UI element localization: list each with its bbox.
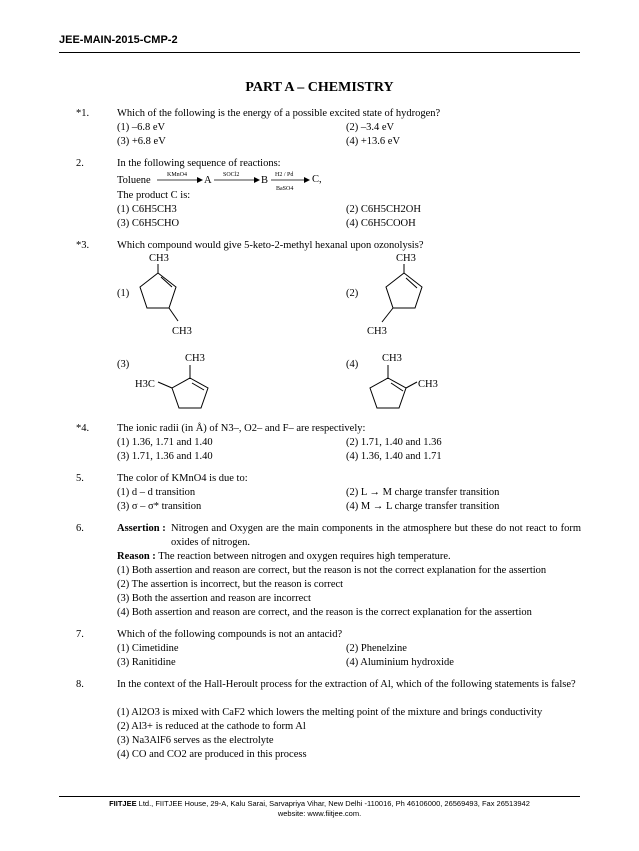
footer-brand: FIITJEE	[109, 799, 137, 808]
reagent-h2-pd: H2 / Pd	[275, 172, 294, 178]
question-text: Which of the following is the energy of a possible excited state of hydrogen?	[117, 108, 441, 119]
ch3-label: CH3	[172, 326, 192, 337]
option-4-label: (4)	[346, 359, 359, 370]
h3c-label: H3C	[135, 379, 155, 390]
header-rule	[59, 52, 580, 53]
option-2: (2) L → M charge transfer transition	[346, 487, 500, 498]
option-3-label: (3)	[117, 359, 130, 370]
option-1-label: (1)	[117, 288, 130, 299]
option-4: (4) C6H5COOH	[346, 218, 416, 229]
option-4: (4) CO and CO2 are produced in this process	[117, 749, 307, 760]
option-3: (3) Both the assertion and reason are incorrect	[117, 593, 311, 604]
footer-website: website: www.fiitjee.com.	[277, 809, 362, 818]
ch3-label: CH3	[149, 253, 169, 264]
page-title: PART A – CHEMISTRY	[245, 80, 394, 95]
option-3: (3) σ – σ* transition	[117, 501, 202, 512]
option-1: (1) –6.8 eV	[117, 122, 166, 133]
option-4: (4) +13.6 eV	[346, 136, 401, 147]
ch3-label: CH3	[367, 326, 387, 337]
question-number: *1.	[76, 108, 90, 119]
option-3: (3) +6.8 eV	[117, 136, 166, 147]
option-1: (1) Al2O3 is mixed with CaF2 which lowers the melting point of the mixture and brings conductivity	[117, 707, 543, 718]
ch3-label: CH3	[418, 379, 438, 390]
ch3-label: CH3	[396, 253, 416, 264]
reason-text: The reaction between nitrogen and oxygen requires high temperature.	[158, 551, 451, 562]
option-1: (1) Both assertion and reason are correct, but the reason is not the correct explanation for the assertion	[117, 565, 547, 576]
option-4: (4) Aluminium hydroxide	[346, 657, 454, 668]
option-3: (3) Ranitidine	[117, 657, 176, 668]
option-3: (3) C6H5CHO	[117, 218, 180, 229]
option-2: (2) –3.4 eV	[346, 122, 395, 133]
question-number: *4.	[76, 423, 90, 434]
question-2-stem: The product C is:	[117, 190, 191, 201]
question-number: 5.	[76, 473, 84, 484]
option-2: (2) Al3+ is reduced at the cathode to form Al	[117, 721, 306, 732]
question-number: 8.	[76, 679, 84, 690]
question-number: 6.	[76, 523, 84, 534]
question-text: The ionic radii (in Å) of N3–, O2– and F– are respectively:	[117, 423, 366, 434]
option-4: (4) Both assertion and reason are correct, and the reason is the correct explanation for the assertion	[117, 607, 532, 618]
footer-line-1	[0, 799, 639, 809]
reason-label: Reason :	[117, 551, 156, 562]
option-3: (3) Na3AlF6 serves as the electrolyte	[117, 735, 274, 746]
option-1: (1) 1.36, 1.71 and 1.40	[117, 437, 213, 448]
option-2: (2) Phenelzine	[346, 643, 407, 654]
ch3-label: CH3	[185, 353, 205, 364]
reagent-socl2: SOCl2	[223, 172, 240, 178]
question-text: Which of the following compounds is not an antacid?	[117, 629, 343, 640]
option-1: (1) Cimetidine	[117, 643, 179, 654]
assertion-label	[117, 522, 166, 536]
option-3: (3) 1.71, 1.36 and 1.40	[117, 451, 213, 462]
option-1: (1) d – d transition	[117, 487, 196, 498]
question-number: 2.	[76, 158, 84, 169]
option-4: (4) M → L charge transfer transition	[346, 501, 500, 512]
product-a: A	[204, 175, 212, 186]
option-2: (2) 1.71, 1.40 and 1.36	[346, 437, 442, 448]
product-b: B	[261, 175, 269, 186]
assertion-text: Nitrogen and Oxygen are the main components in the atmosphere but these do not react to form oxides of nitrogen.	[171, 523, 581, 548]
reagent-kmno4: KMnO4	[167, 172, 188, 178]
option-1: (1) C6H5CH3	[117, 204, 177, 215]
reagent-baso4: BaSO4	[276, 186, 294, 192]
option-2: (2) The assertion is incorrect, but the reason is correct	[117, 579, 344, 590]
question-text: In the following sequence of reactions:	[117, 158, 281, 169]
question-8-text: In the context of the Hall-Heroult process for the extraction of Al, which of the following statements is false?	[117, 679, 576, 690]
question-text: The color of KMnO4 is due to:	[117, 473, 248, 484]
question-text: Which compound would give 5-keto-2-methyl hexanal upon ozonolysis?	[117, 240, 424, 251]
structures	[0, 250, 639, 420]
footer-rule	[59, 796, 580, 797]
product-c: C,	[312, 174, 322, 185]
option-2: (2) C6H5CH2OH	[346, 204, 421, 215]
option-2-label: (2)	[346, 288, 359, 299]
page-header: JEE-MAIN-2015-CMP-2	[59, 34, 178, 46]
reason-line	[117, 550, 451, 564]
reactant-toluene: Toluene	[117, 175, 151, 186]
assertion-label-text: Assertion :	[117, 523, 166, 534]
ch3-label: CH3	[382, 353, 402, 364]
footer-address: Ltd., FIITJEE House, 29-A, Kalu Sarai, Sarvapriya Vihar, New Delhi -110016, Ph 46106000, 26569493, Fax 26513942	[136, 799, 530, 808]
question-number: 7.	[76, 629, 84, 640]
question-number: *3.	[76, 240, 90, 251]
option-4: (4) 1.36, 1.40 and 1.71	[346, 451, 442, 462]
